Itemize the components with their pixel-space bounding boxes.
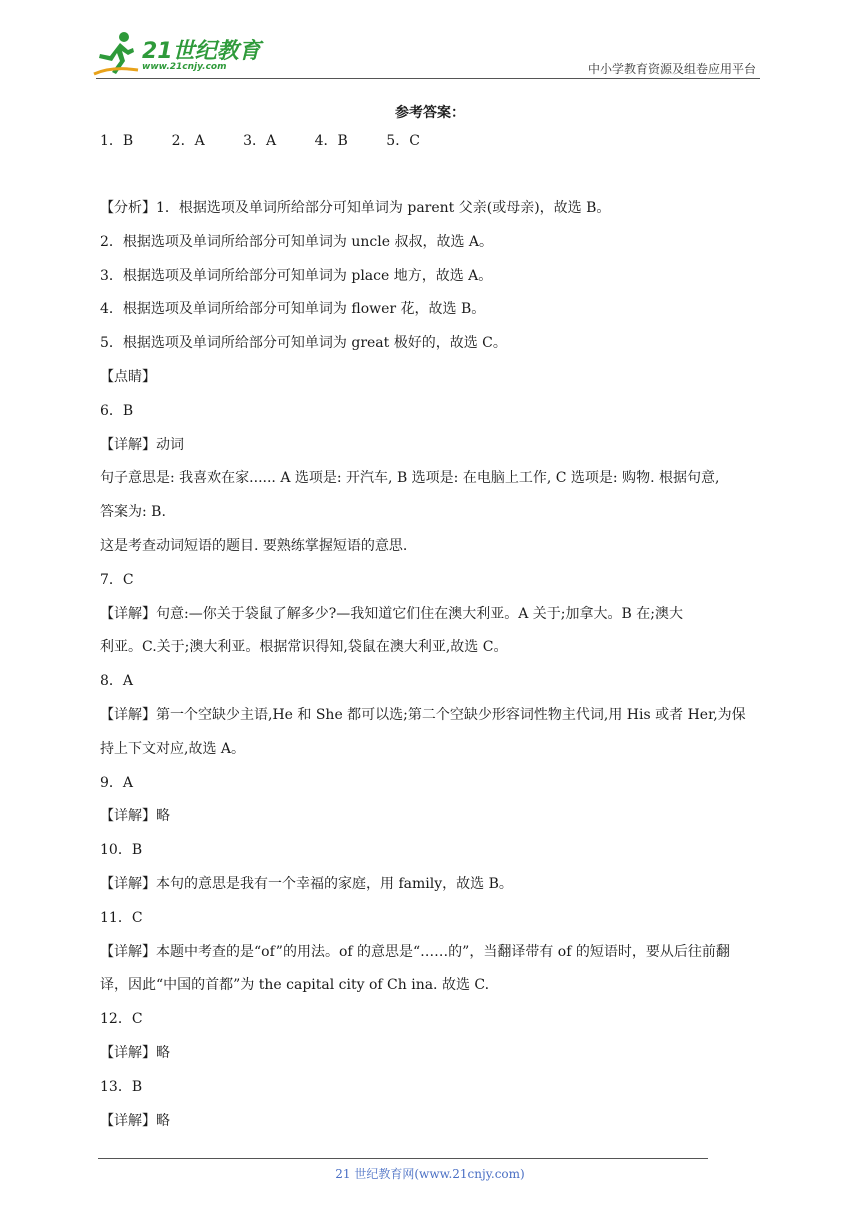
page-footer: 21 世纪教育网(www.21cnjy.com)	[335, 1167, 525, 1181]
text-line: 8．A	[100, 673, 134, 690]
runner-logo-icon	[92, 30, 142, 80]
text-line: 11．C	[100, 909, 143, 926]
text-line: 7．C	[100, 571, 134, 588]
page-header	[0, 0, 860, 90]
text-line: 3．根据选项及单词所给部分可知单词为 place 地方，故选 A。	[100, 267, 493, 284]
text-line: 【详解】略	[100, 1112, 170, 1129]
text-line: 【详解】本句的意思是我有一个幸福的家庭，用 family，故选 B。	[100, 875, 513, 892]
text-line: 【详解】略	[100, 1044, 170, 1061]
text-line: 持上下文对应,故选 A。	[100, 740, 246, 757]
text-line: 2．根据选项及单词所给部分可知单词为 uncle 叔叔，故选 A。	[100, 233, 494, 250]
text-line: 答案为: B.	[100, 504, 166, 521]
page-title: 参考答案：	[395, 105, 465, 121]
answer-item: 4．B	[314, 133, 348, 149]
text-line: 【详解】略	[100, 808, 170, 825]
footer-divider	[98, 1158, 708, 1159]
text-line: 利亚。C.关于;澳大利亚。根据常识得知,袋鼠在澳大利亚,故选 C。	[100, 639, 508, 656]
text-line: 13．B	[100, 1078, 143, 1095]
text-line: 4．根据选项及单词所给部分可知单词为 flower 花，故选 B。	[100, 301, 486, 318]
text-line: 10．B	[100, 842, 143, 859]
text-line: 译，因此“中国的首都”为 the capital city of Ch ina. 故选 C.	[100, 977, 490, 994]
text-line: 9．A	[100, 774, 134, 791]
text-line: 这是考查动词短语的题目. 要熟练掌握短语的意思.	[100, 537, 408, 554]
explanations	[100, 194, 764, 1140]
logo	[92, 30, 267, 80]
text-line: 12．C	[100, 1011, 143, 1028]
text-line: 【点睛】	[100, 368, 156, 385]
logo-url: www.21cnjy.com	[142, 62, 227, 72]
text-line: 5．根据选项及单词所给部分可知单词为 great 极好的，故选 C。	[100, 335, 507, 352]
logo-text: 21世纪教育	[142, 39, 261, 64]
text-line: 【详解】动词	[100, 436, 184, 453]
answer-item: 2．A	[171, 133, 205, 149]
answer-item: 1．B	[100, 133, 134, 149]
header-tagline: 中小学教育资源及组卷应用平台	[587, 62, 756, 76]
answer-item: 3．A	[243, 133, 277, 149]
text-line: 【分析】1．根据选项及单词所给部分可知单词为 parent 父亲(或母亲)，故选 B。	[100, 200, 611, 216]
text-line: 6．B	[100, 402, 134, 419]
text-line: 【详解】本题中考查的是“of”的用法。of 的意思是“……的”，当翻译带有 of 的短语时，要从后往前翻	[100, 943, 730, 960]
text-line: 【详解】第一个空缺少主语,He 和 She 都可以选;第二个空缺少形容词性物主代词,用 His 或者 Her,为保	[100, 706, 746, 723]
text-line: 句子意思是: 我喜欢在家...... A 选项是: 开汽车, B 选项是: 在电脑上工作, C 选项是: 购物. 根据句意,	[100, 470, 720, 487]
answer-item: 5．C	[386, 133, 420, 149]
text-line: 【详解】句意:—你关于袋鼠了解多少?—我知道它们住在澳大利亚。A 关于;加拿大。B 在;澳大	[100, 605, 683, 622]
answer-summary	[100, 130, 454, 150]
header-divider	[96, 78, 760, 79]
